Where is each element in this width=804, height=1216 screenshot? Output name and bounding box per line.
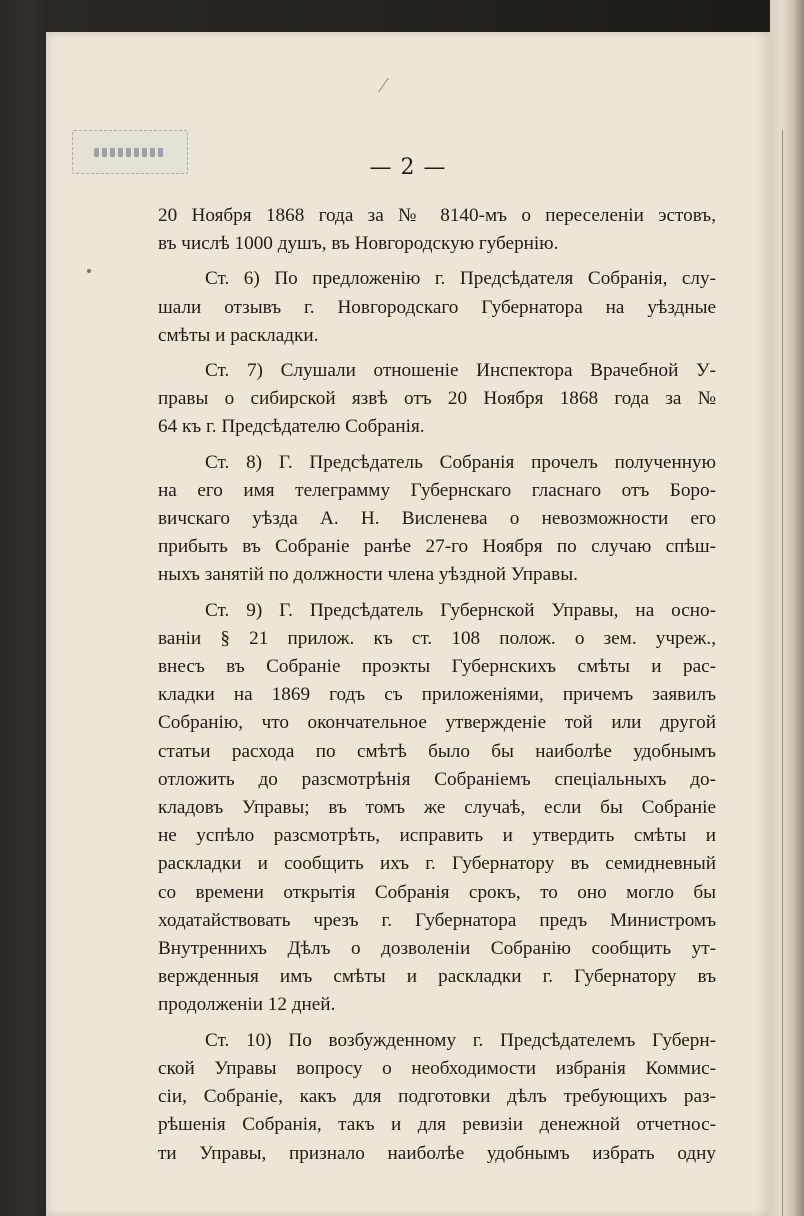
text-line: шали отзывъ г. Новгородскаго Губернатора на уѣздные	[158, 296, 716, 318]
text-line: рѣшенія Собранія, такъ и для ревизіи денежной отчетнос-	[158, 1114, 716, 1136]
text-line: ныхъ занятій по должности члена уѣздной Управы.	[158, 564, 578, 586]
text-line: вичскаго уѣзда А. Н. Висленева о невозможности его	[158, 508, 716, 530]
text-line: ходатайствовать чрезъ г. Губернатора предъ Министромъ	[158, 909, 716, 931]
paragraph-article-7	[158, 357, 716, 442]
text-line: Ст. 6) По предложенію г. Предсѣдателя Собранія, слу-	[205, 268, 716, 290]
text-line: отложить до разсмотрѣнія Собраніемъ спеціальныхъ до-	[158, 768, 716, 790]
text-line: 64 къ г. Предсѣдателю Собранія.	[158, 416, 425, 438]
page-number: — 2 —	[369, 155, 447, 180]
paragraph-article-9	[158, 597, 716, 1020]
text-line: сіи, Собраніе, какъ для подготовки дѣлъ требующихъ раз-	[158, 1086, 716, 1108]
text-line: не успѣло разсмотрѣть, исправить и утвердить смѣты и	[158, 825, 716, 847]
text-line: кладки на 1869 годъ съ приложеніями, причемъ заявилъ	[158, 684, 716, 706]
text-line: со времени открытія Собранія срокъ, то оно могло бы	[158, 881, 716, 903]
text-line: продолженіи 12 дней.	[158, 994, 336, 1016]
paragraph-article-8	[158, 449, 716, 590]
text-line: Ст. 7) Слушали отношеніе Инспектора Врачебной У-	[205, 360, 716, 382]
paragraph-article-10	[158, 1027, 716, 1168]
margin-dot	[87, 269, 91, 273]
text-line: правы о сибирской язвѣ отъ 20 Ноября 1868 года за №	[158, 388, 716, 410]
text-line: ваніи § 21 прилож. къ ст. 108 полож. о зем. учреж.,	[158, 627, 716, 649]
text-line: Ст. 10) По возбужденному г. Предсѣдателемъ Губерн-	[205, 1029, 716, 1051]
text-line: кладовъ Управы; въ томъ же случаѣ, если бы Собраніе	[158, 797, 716, 819]
text-line: въ числѣ 1000 душъ, въ Новгородскую губернію.	[158, 233, 559, 255]
text-line: на его имя телеграмму Губернскаго гласнаго отъ Боро-	[158, 479, 716, 501]
text-line: раскладки и сообщить ихъ г. Губернатору въ семидневный	[158, 853, 716, 875]
pencil-mark	[378, 78, 399, 92]
text-line: Внутреннихъ Дѣлъ о дозволеніи Собранію сообщить ут-	[158, 938, 716, 960]
text-line: прибыть въ Собраніе ранѣе 27-го Ноября по случаю спѣш-	[158, 536, 716, 558]
text-line: Собранію, что окончательное утвержденіе той или другой	[158, 712, 716, 734]
text-line: Ст. 8) Г. Предсѣдатель Собранія прочелъ полученную	[205, 451, 716, 473]
document-page	[46, 32, 770, 1216]
text-line: 20 Ноября 1868 года за № 8140-мъ о переселеніи эстовъ,	[158, 205, 716, 226]
text-line: статьи расхода по смѣтѣ было бы наиболѣе удобнымъ	[158, 740, 716, 762]
text-line: ти Управы, признало наиболѣе удобнымъ избрать одну	[158, 1142, 716, 1164]
text-line: Ст. 9) Г. Предсѣдатель Губернской Управы, на осно-	[205, 599, 716, 621]
document-body	[158, 202, 716, 1175]
text-line: вержденныя имъ смѣты и раскладки г. Губернатору въ	[158, 966, 716, 988]
text-line: смѣты и раскладки.	[158, 324, 319, 346]
paragraph-1	[158, 202, 716, 258]
book-spine-edge	[770, 0, 804, 1216]
page-fold-line	[782, 130, 783, 1216]
text-line: внесъ въ Собраніе проэкты Губернскихъ смѣты и рас-	[158, 656, 716, 678]
text-line: ской Управы вопросу о необходимости избранія Коммис-	[158, 1057, 716, 1079]
paragraph-article-6	[158, 265, 716, 350]
